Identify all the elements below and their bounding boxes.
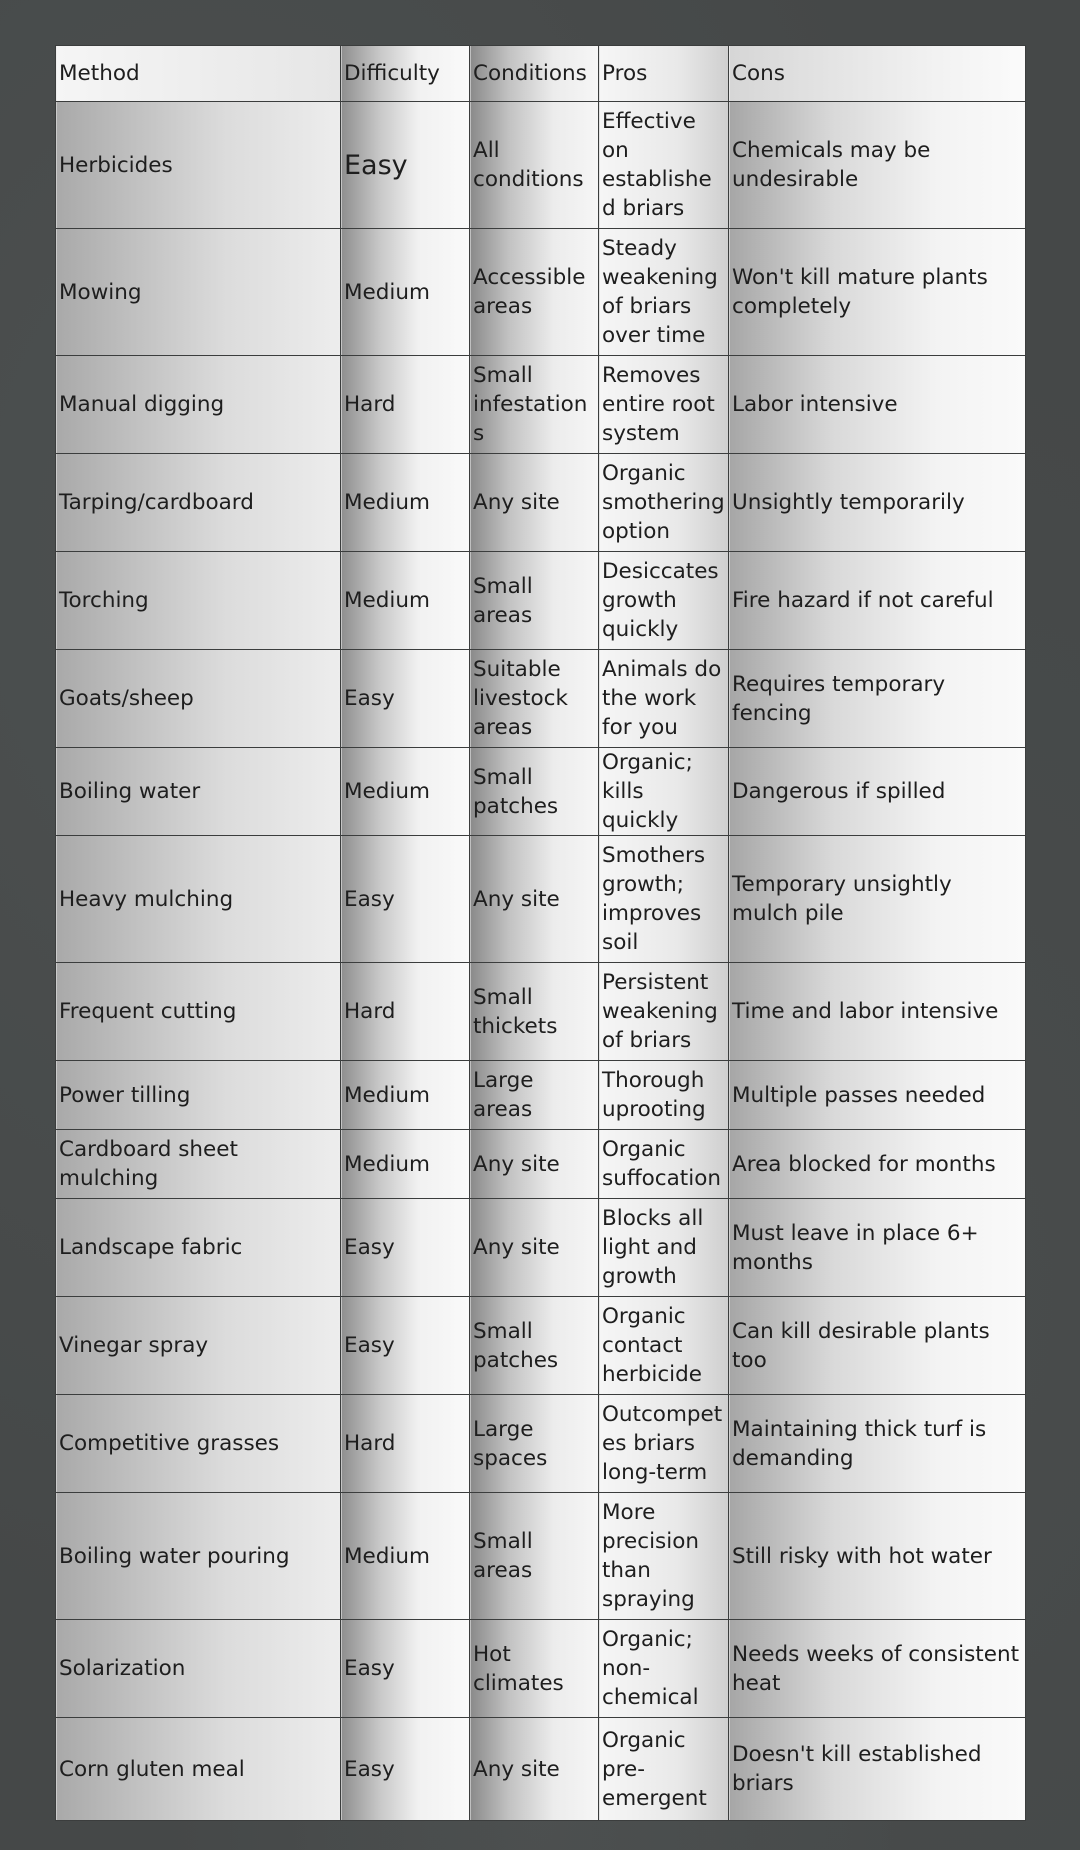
cell-pros: Thorough uprooting xyxy=(599,1061,729,1130)
cell-difficulty: Medium xyxy=(341,748,470,836)
cell-method: Landscape fabric xyxy=(56,1199,341,1297)
cell-method: Vinegar spray xyxy=(56,1297,341,1395)
cell-cons: Multiple passes needed xyxy=(729,1061,1026,1130)
cell-pros: Effective on established briars xyxy=(599,102,729,229)
cell-cons: Chemicals may be undesirable xyxy=(729,102,1026,229)
cell-method: Frequent cutting xyxy=(56,963,341,1061)
cell-difficulty: Medium xyxy=(341,1493,470,1620)
cell-pros: More precision than spraying xyxy=(599,1493,729,1620)
cell-pros: Organic contact herbicide xyxy=(599,1297,729,1395)
cell-conditions: Suitable livestock areas xyxy=(470,650,599,748)
cell-cons: Needs weeks of consistent heat xyxy=(729,1620,1026,1718)
cell-pros: Organic; non-chemical xyxy=(599,1620,729,1718)
cell-conditions: Any site xyxy=(470,836,599,963)
cell-conditions: All conditions xyxy=(470,102,599,229)
cell-difficulty: Medium xyxy=(341,1061,470,1130)
cell-conditions: Small patches xyxy=(470,748,599,836)
cell-pros: Removes entire root system xyxy=(599,356,729,454)
table-row xyxy=(56,836,1026,963)
cell-difficulty: Medium xyxy=(341,229,470,356)
cell-method: Corn gluten meal xyxy=(56,1718,341,1821)
cell-difficulty: Easy xyxy=(341,1199,470,1297)
cell-difficulty: Easy xyxy=(341,102,470,229)
header-pros: Pros xyxy=(599,46,729,102)
cell-conditions: Hot climates xyxy=(470,1620,599,1718)
cell-cons: Dangerous if spilled xyxy=(729,748,1026,836)
cell-method: Herbicides xyxy=(56,102,341,229)
cell-conditions: Large spaces xyxy=(470,1395,599,1493)
cell-pros: Outcompetes briars long-term xyxy=(599,1395,729,1493)
header-cons: Cons xyxy=(729,46,1026,102)
table-row xyxy=(56,102,1026,229)
cell-method: Boiling water xyxy=(56,748,341,836)
table-row xyxy=(56,1297,1026,1395)
cell-method: Tarping/cardboard xyxy=(56,454,341,552)
briar-control-table-card xyxy=(55,45,1025,1821)
table-row xyxy=(56,229,1026,356)
cell-pros: Desiccates growth quickly xyxy=(599,552,729,650)
header-difficulty: Difficulty xyxy=(341,46,470,102)
cell-cons: Maintaining thick turf is demanding xyxy=(729,1395,1026,1493)
cell-conditions: Small patches xyxy=(470,1297,599,1395)
cell-pros: Animals do the work for you xyxy=(599,650,729,748)
table-row xyxy=(56,1130,1026,1199)
briar-control-table xyxy=(55,45,1026,1821)
cell-method: Cardboard sheet mulching xyxy=(56,1130,341,1199)
cell-conditions: Any site xyxy=(470,1130,599,1199)
cell-pros: Organic; kills quickly xyxy=(599,748,729,836)
cell-cons: Won't kill mature plants completely xyxy=(729,229,1026,356)
cell-method: Power tilling xyxy=(56,1061,341,1130)
cell-conditions: Any site xyxy=(470,1199,599,1297)
cell-conditions: Accessible areas xyxy=(470,229,599,356)
cell-conditions: Small areas xyxy=(470,552,599,650)
cell-conditions: Any site xyxy=(470,454,599,552)
table-row xyxy=(56,748,1026,836)
cell-difficulty: Medium xyxy=(341,552,470,650)
table-row xyxy=(56,650,1026,748)
cell-method: Boiling water pouring xyxy=(56,1493,341,1620)
header-row xyxy=(56,46,1026,102)
table-row xyxy=(56,356,1026,454)
cell-method: Heavy mulching xyxy=(56,836,341,963)
cell-cons: Must leave in place 6+ months xyxy=(729,1199,1026,1297)
table-row xyxy=(56,963,1026,1061)
cell-difficulty: Hard xyxy=(341,1395,470,1493)
cell-difficulty: Easy xyxy=(341,1718,470,1821)
cell-cons: Area blocked for months xyxy=(729,1130,1026,1199)
cell-method: Manual digging xyxy=(56,356,341,454)
cell-method: Solarization xyxy=(56,1620,341,1718)
cell-method: Goats/sheep xyxy=(56,650,341,748)
table-row xyxy=(56,1493,1026,1620)
cell-conditions: Large areas xyxy=(470,1061,599,1130)
table-row xyxy=(56,454,1026,552)
cell-difficulty: Easy xyxy=(341,836,470,963)
table-row xyxy=(56,1718,1026,1821)
cell-difficulty: Easy xyxy=(341,650,470,748)
header-method: Method xyxy=(56,46,341,102)
table-row xyxy=(56,1620,1026,1718)
cell-cons: Unsightly temporarily xyxy=(729,454,1026,552)
cell-cons: Can kill desirable plants too xyxy=(729,1297,1026,1395)
cell-cons: Temporary unsightly mulch pile xyxy=(729,836,1026,963)
cell-cons: Doesn't kill established briars xyxy=(729,1718,1026,1821)
cell-conditions: Small areas xyxy=(470,1493,599,1620)
cell-difficulty: Easy xyxy=(341,1620,470,1718)
cell-pros: Persistent weakening of briars xyxy=(599,963,729,1061)
cell-cons: Still risky with hot water xyxy=(729,1493,1026,1620)
cell-method: Competitive grasses xyxy=(56,1395,341,1493)
cell-conditions: Any site xyxy=(470,1718,599,1821)
cell-pros: Blocks all light and growth xyxy=(599,1199,729,1297)
table-row xyxy=(56,1199,1026,1297)
cell-difficulty: Easy xyxy=(341,1297,470,1395)
cell-cons: Requires temporary fencing xyxy=(729,650,1026,748)
table-row xyxy=(56,1395,1026,1493)
cell-pros: Organic suffocation xyxy=(599,1130,729,1199)
cell-difficulty: Hard xyxy=(341,963,470,1061)
cell-method: Mowing xyxy=(56,229,341,356)
cell-method: Torching xyxy=(56,552,341,650)
header-conditions: Conditions xyxy=(470,46,599,102)
cell-conditions: Small infestations xyxy=(470,356,599,454)
cell-cons: Time and labor intensive xyxy=(729,963,1026,1061)
cell-difficulty: Medium xyxy=(341,1130,470,1199)
cell-difficulty: Medium xyxy=(341,454,470,552)
cell-pros: Organic smothering option xyxy=(599,454,729,552)
cell-difficulty: Hard xyxy=(341,356,470,454)
cell-pros: Smothers growth; improves soil xyxy=(599,836,729,963)
table-row xyxy=(56,552,1026,650)
cell-cons: Fire hazard if not careful xyxy=(729,552,1026,650)
cell-conditions: Small thickets xyxy=(470,963,599,1061)
cell-pros: Steady weakening of briars over time xyxy=(599,229,729,356)
cell-cons: Labor intensive xyxy=(729,356,1026,454)
table-row xyxy=(56,1061,1026,1130)
cell-pros: Organic pre-emergent xyxy=(599,1718,729,1821)
